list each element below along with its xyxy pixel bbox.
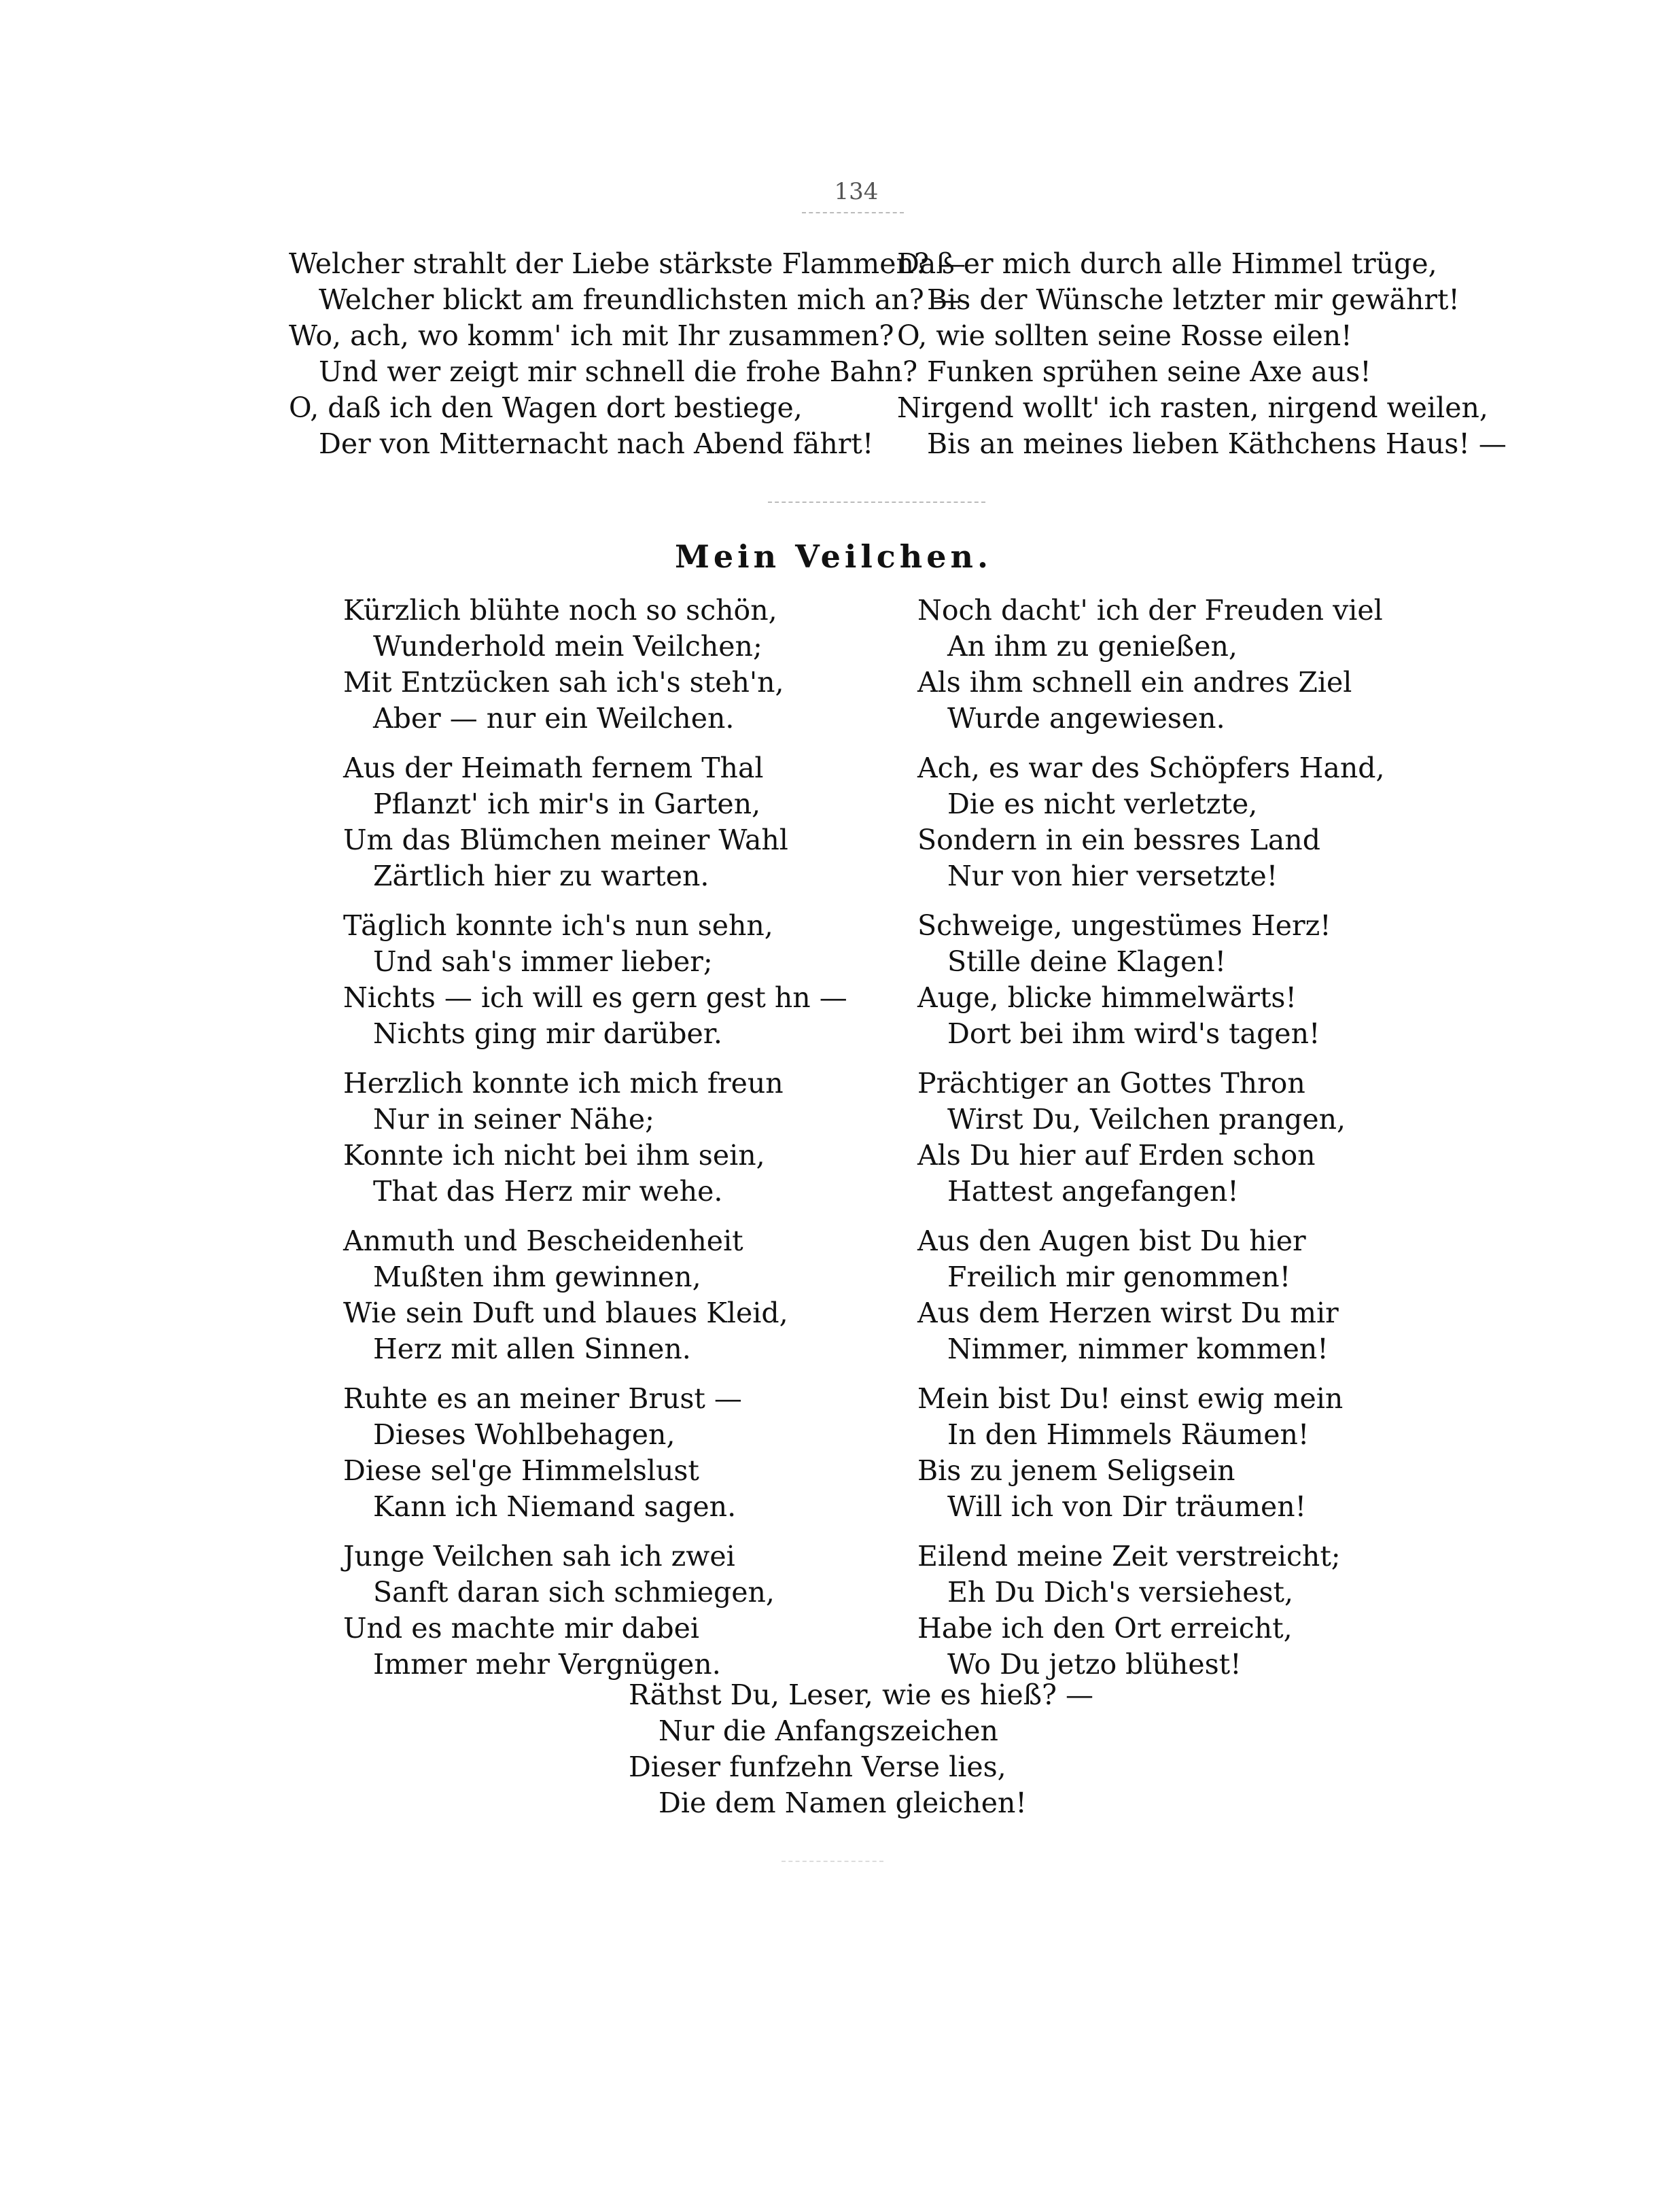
verse-line: Nimmer, nimmer kommen! (947, 1333, 1329, 1365)
verse-line: Dieses Wohlbehagen, (373, 1418, 675, 1451)
stanza (343, 908, 847, 1052)
footer-rule (782, 1861, 883, 1862)
stanza (343, 750, 847, 894)
verse-line: Noch dacht' ich der Freuden viel (917, 594, 1383, 627)
verse-line: Kann ich Niemand sagen. (373, 1490, 737, 1523)
verse-line: Herzlich konnte ich mich freun (343, 1067, 784, 1100)
stanza (917, 1066, 1385, 1210)
verse-line: Immer mehr Vergnügen. (373, 1648, 721, 1681)
verse-line: Bis zu jenem Seligsein (917, 1454, 1235, 1487)
verse-line: Nichts — ich will es gern gest hn — (343, 981, 847, 1014)
verse-line: Die dem Namen gleichen! (659, 1787, 1027, 1819)
verse-line: Ach, es war des Schöpfers Hand, (917, 752, 1385, 784)
stanza (917, 1381, 1385, 1525)
verse-line: Wo, ach, wo komm' ich mit Ihr zusammen? (289, 319, 894, 352)
verse-line: Welcher blickt am freundlichsten mich an? — (319, 283, 961, 316)
verse-line: Die es nicht verletzte, (947, 788, 1258, 820)
verse-line: Nur in seiner Nähe; (373, 1103, 654, 1136)
stanza (343, 1381, 847, 1525)
verse-line: Dort bei ihm wird's tagen! (947, 1017, 1320, 1050)
verse-line: Zärtlich hier zu warten. (373, 860, 709, 892)
verse-line: Diese sel'ge Himmelslust (343, 1454, 699, 1487)
verse-line: Bis an meines lieben Käthchens Haus! — (927, 427, 1507, 460)
poem-left-column (343, 593, 847, 1696)
poem-title: Mein Veilchen. (675, 538, 992, 575)
verse-line: That das Herz mir wehe. (373, 1175, 723, 1208)
verse-line: An ihm zu genießen, (947, 630, 1238, 663)
verse-line: Wurde angewiesen. (947, 702, 1225, 735)
verse-line: Bis der Wünsche letzter mir gewährt! (927, 283, 1460, 316)
stanza (343, 1539, 847, 1683)
verse-line: Täglich konnte ich's nun sehn, (343, 909, 773, 942)
verse-line: Will ich von Dir träumen! (947, 1490, 1307, 1523)
verse-line: Nirgend wollt' ich rasten, nirgend weilen, (897, 391, 1488, 424)
stanza (917, 593, 1385, 737)
stanza (343, 1223, 847, 1367)
verse-line: Funken sprühen seine Axe aus! (927, 355, 1371, 388)
verse-line: Sanft daran sich schmiegen, (373, 1576, 775, 1609)
verse-line: Aus den Augen bist Du hier (917, 1225, 1306, 1257)
poem-right-column (917, 593, 1385, 1696)
verse-line: Ruhte es an meiner Brust — (343, 1382, 742, 1415)
verse-line: Wie sein Duft und blaues Kleid, (343, 1297, 788, 1329)
verse-line: Habe ich den Ort erreicht, (917, 1612, 1293, 1645)
verse-line: Daß er mich durch alle Himmel trüge, (897, 247, 1437, 280)
verse-line: Freilich mir genommen! (947, 1261, 1291, 1293)
verse-line: Stille deine Klagen! (947, 945, 1227, 978)
header-rule (802, 212, 904, 213)
verse-line: Mit Entzücken sah ich's steh'n, (343, 666, 784, 699)
verse-line: Prächtiger an Gottes Thron (917, 1067, 1305, 1100)
intro-right-column (897, 246, 1507, 462)
verse-line: Als ihm schnell ein andres Ziel (917, 666, 1352, 699)
verse-line: O, daß ich den Wagen dort bestiege, (289, 391, 803, 424)
verse-line: Räthst Du, Leser, wie es hieß? — (629, 1679, 1094, 1711)
verse-line: Wirst Du, Veilchen prangen, (947, 1103, 1346, 1136)
verse-line: Anmuth und Bescheidenheit (343, 1225, 743, 1257)
verse-line: Wunderhold mein Veilchen; (373, 630, 762, 663)
section-divider (768, 502, 985, 503)
stanza (917, 750, 1385, 894)
verse-line: Dieser funfzehn Verse lies, (629, 1751, 1006, 1783)
verse-line: Und wer zeigt mir schnell die frohe Bahn? (319, 355, 918, 388)
verse-line: Hattest angefangen! (947, 1175, 1239, 1208)
verse-line: Junge Veilchen sah ich zwei (343, 1540, 735, 1573)
verse-line: Konnte ich nicht bei ihm sein, (343, 1139, 765, 1172)
verse-line: Um das Blümchen meiner Wahl (343, 824, 788, 856)
verse-line: Nur die Anfangszeichen (659, 1715, 998, 1747)
page-number: 134 (834, 178, 879, 205)
verse-line: Sondern in ein bessres Land (917, 824, 1320, 856)
verse-line: Eh Du Dich's versiehest, (947, 1576, 1294, 1609)
verse-line: Mußten ihm gewinnen, (373, 1261, 701, 1293)
verse-line: Und es machte mir dabei (343, 1612, 699, 1645)
verse-line: Mein bist Du! einst ewig mein (917, 1382, 1344, 1415)
verse-line: Eilend meine Zeit verstreicht; (917, 1540, 1341, 1573)
stanza (343, 1066, 847, 1210)
final-stanza (629, 1677, 1093, 1821)
stanza (917, 1539, 1385, 1683)
verse-line: Wo Du jetzo blühest! (947, 1648, 1242, 1681)
verse-line: Nur von hier versetzte! (947, 860, 1278, 892)
intro-left-column (289, 246, 966, 462)
verse-line: In den Himmels Räumen! (947, 1418, 1310, 1451)
verse-line: Schweige, ungestümes Herz! (917, 909, 1331, 942)
stanza (917, 908, 1385, 1052)
verse-line: Aber — nur ein Weilchen. (373, 702, 735, 735)
verse-line: Pflanzt' ich mir's in Garten, (373, 788, 761, 820)
verse-line: Der von Mitternacht nach Abend fährt! (319, 427, 874, 460)
verse-line: Als Du hier auf Erden schon (917, 1139, 1316, 1172)
verse-line: Herz mit allen Sinnen. (373, 1333, 691, 1365)
verse-line: Kürzlich blühte noch so schön, (343, 594, 777, 627)
stanza (917, 1223, 1385, 1367)
verse-line: Welcher strahlt der Liebe stärkste Flammen? — (289, 247, 966, 280)
verse-line: Nichts ging mir darüber. (373, 1017, 722, 1050)
verse-line: O, wie sollten seine Rosse eilen! (897, 319, 1352, 352)
verse-line: Und sah's immer lieber; (373, 945, 713, 978)
stanza (343, 593, 847, 737)
verse-line: Aus dem Herzen wirst Du mir (917, 1297, 1339, 1329)
verse-line: Aus der Heimath fernem Thal (343, 752, 764, 784)
verse-line: Auge, blicke himmelwärts! (917, 981, 1297, 1014)
